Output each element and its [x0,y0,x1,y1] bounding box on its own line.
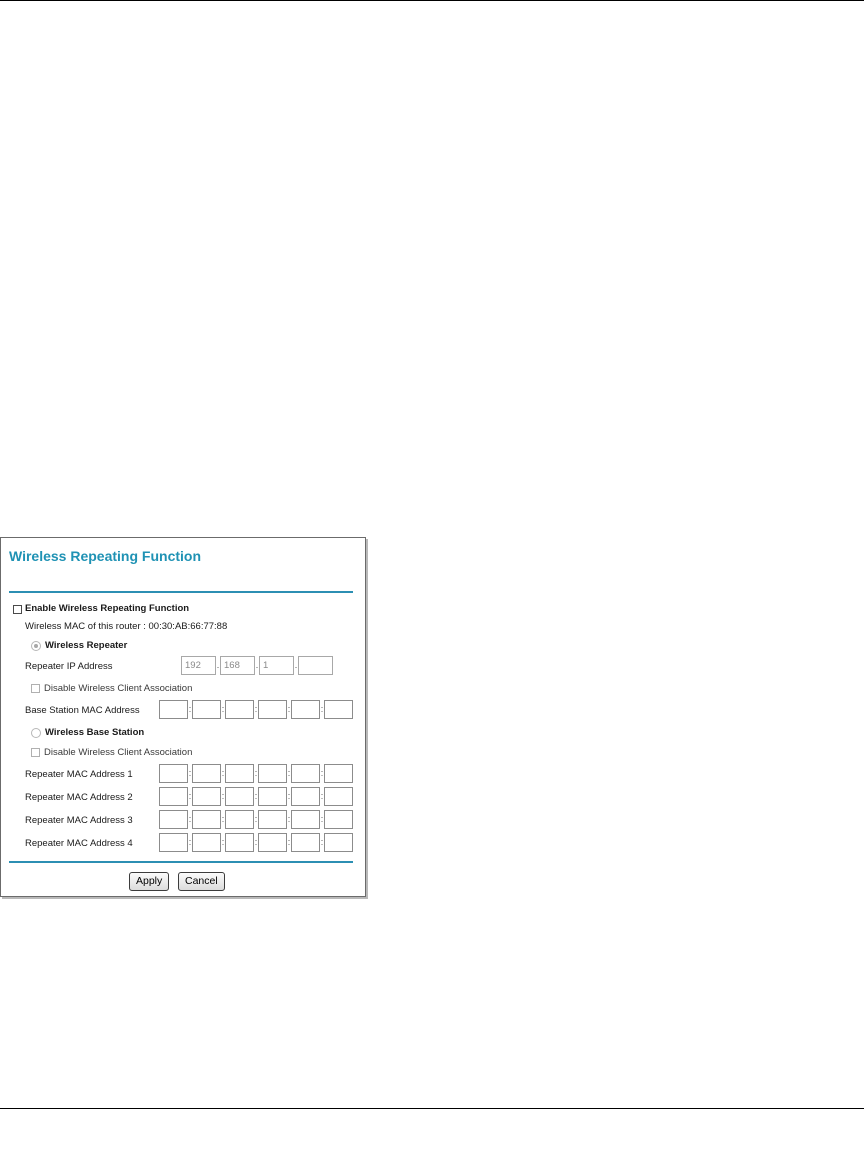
mac-colon: : [254,814,258,824]
ip-dot: . [255,660,259,670]
mac-octet[interactable] [258,700,287,719]
mac-colon: : [221,704,225,714]
mac-octet[interactable] [225,810,254,829]
mac-octet[interactable] [192,833,221,852]
repeater-mac-4-label: Repeater MAC Address 4 [25,838,133,849]
mac-colon: : [320,837,324,847]
mac-colon: : [287,704,291,714]
title-divider [9,591,353,593]
mac-octet[interactable] [225,787,254,806]
repeater-mac-2-label: Repeater MAC Address 2 [25,792,133,803]
mac-octet[interactable] [258,787,287,806]
mac-octet[interactable] [258,764,287,783]
mac-octet[interactable] [291,810,320,829]
wireless-base-station-radio[interactable] [31,728,41,738]
ip-dot: . [294,660,298,670]
enable-repeating-checkbox[interactable] [13,605,22,614]
repeater-disable-assoc-label: Disable Wireless Client Association [44,683,193,694]
mac-colon: : [221,814,225,824]
mac-colon: : [287,791,291,801]
repeater-ip-field [181,656,333,675]
mac-octet[interactable] [159,764,188,783]
ip-dot: . [216,660,220,670]
ip-octet-4[interactable] [298,656,333,675]
mac-octet[interactable] [324,833,353,852]
router-mac-text: Wireless MAC of this router : 00:30:AB:66:77:88 [25,621,228,632]
cancel-button[interactable]: Cancel [178,872,225,891]
page-title: Wireless Repeating Function [9,548,202,564]
repeater-mac-1-field [159,764,353,783]
repeater-mac-2-field [159,787,353,806]
mac-octet[interactable] [225,700,254,719]
base-station-mac-field [159,700,353,719]
mac-octet[interactable] [258,810,287,829]
repeater-disable-assoc-checkbox[interactable] [31,684,40,693]
mac-colon: : [188,837,192,847]
mac-octet[interactable] [159,810,188,829]
base-disable-assoc-checkbox[interactable] [31,748,40,757]
base-station-mac-label: Base Station MAC Address [25,705,140,716]
mac-colon: : [188,814,192,824]
mac-colon: : [254,837,258,847]
mac-octet[interactable] [324,700,353,719]
ip-octet-1[interactable] [181,656,216,675]
repeater-mac-4-field [159,833,353,852]
wireless-base-station-label: Wireless Base Station [45,727,145,738]
mac-octet[interactable] [291,833,320,852]
mac-octet[interactable] [192,787,221,806]
mac-octet[interactable] [258,833,287,852]
mac-colon: : [254,791,258,801]
mac-octet[interactable] [192,810,221,829]
apply-button[interactable]: Apply [129,872,169,891]
mac-octet[interactable] [192,764,221,783]
mac-octet[interactable] [225,833,254,852]
mac-colon: : [287,837,291,847]
repeater-ip-label: Repeater IP Address [25,661,113,672]
mac-colon: : [254,768,258,778]
mac-octet[interactable] [225,764,254,783]
mac-octet[interactable] [291,764,320,783]
mac-octet[interactable] [291,787,320,806]
repeater-mac-1-label: Repeater MAC Address 1 [25,769,133,780]
mac-octet[interactable] [324,787,353,806]
mac-colon: : [221,837,225,847]
wireless-repeater-label: Wireless Repeater [45,640,128,651]
mac-octet[interactable] [159,700,188,719]
mac-colon: : [254,704,258,714]
repeater-mac-3-label: Repeater MAC Address 3 [25,815,133,826]
mac-colon: : [320,768,324,778]
mac-colon: : [287,768,291,778]
mac-octet[interactable] [159,787,188,806]
enable-repeating-label: Enable Wireless Repeating Function [25,603,190,614]
repeater-mac-3-field [159,810,353,829]
mac-colon: : [188,791,192,801]
page-bottom-rule [0,1108,864,1109]
base-disable-assoc-label: Disable Wireless Client Association [44,747,193,758]
mac-octet[interactable] [324,764,353,783]
mac-colon: : [320,791,324,801]
ip-octet-3[interactable] [259,656,294,675]
mac-octet[interactable] [192,700,221,719]
wireless-repeating-panel [0,537,366,897]
mac-octet[interactable] [291,700,320,719]
mac-colon: : [320,704,324,714]
ip-octet-2[interactable] [220,656,255,675]
mac-colon: : [320,814,324,824]
mac-octet[interactable] [324,810,353,829]
mac-colon: : [221,768,225,778]
mac-colon: : [188,768,192,778]
mac-colon: : [221,791,225,801]
mac-octet[interactable] [159,833,188,852]
mac-colon: : [287,814,291,824]
page-top-rule [0,0,864,1]
wireless-repeater-radio[interactable] [31,641,41,651]
bottom-divider [9,861,353,863]
mac-colon: : [188,704,192,714]
